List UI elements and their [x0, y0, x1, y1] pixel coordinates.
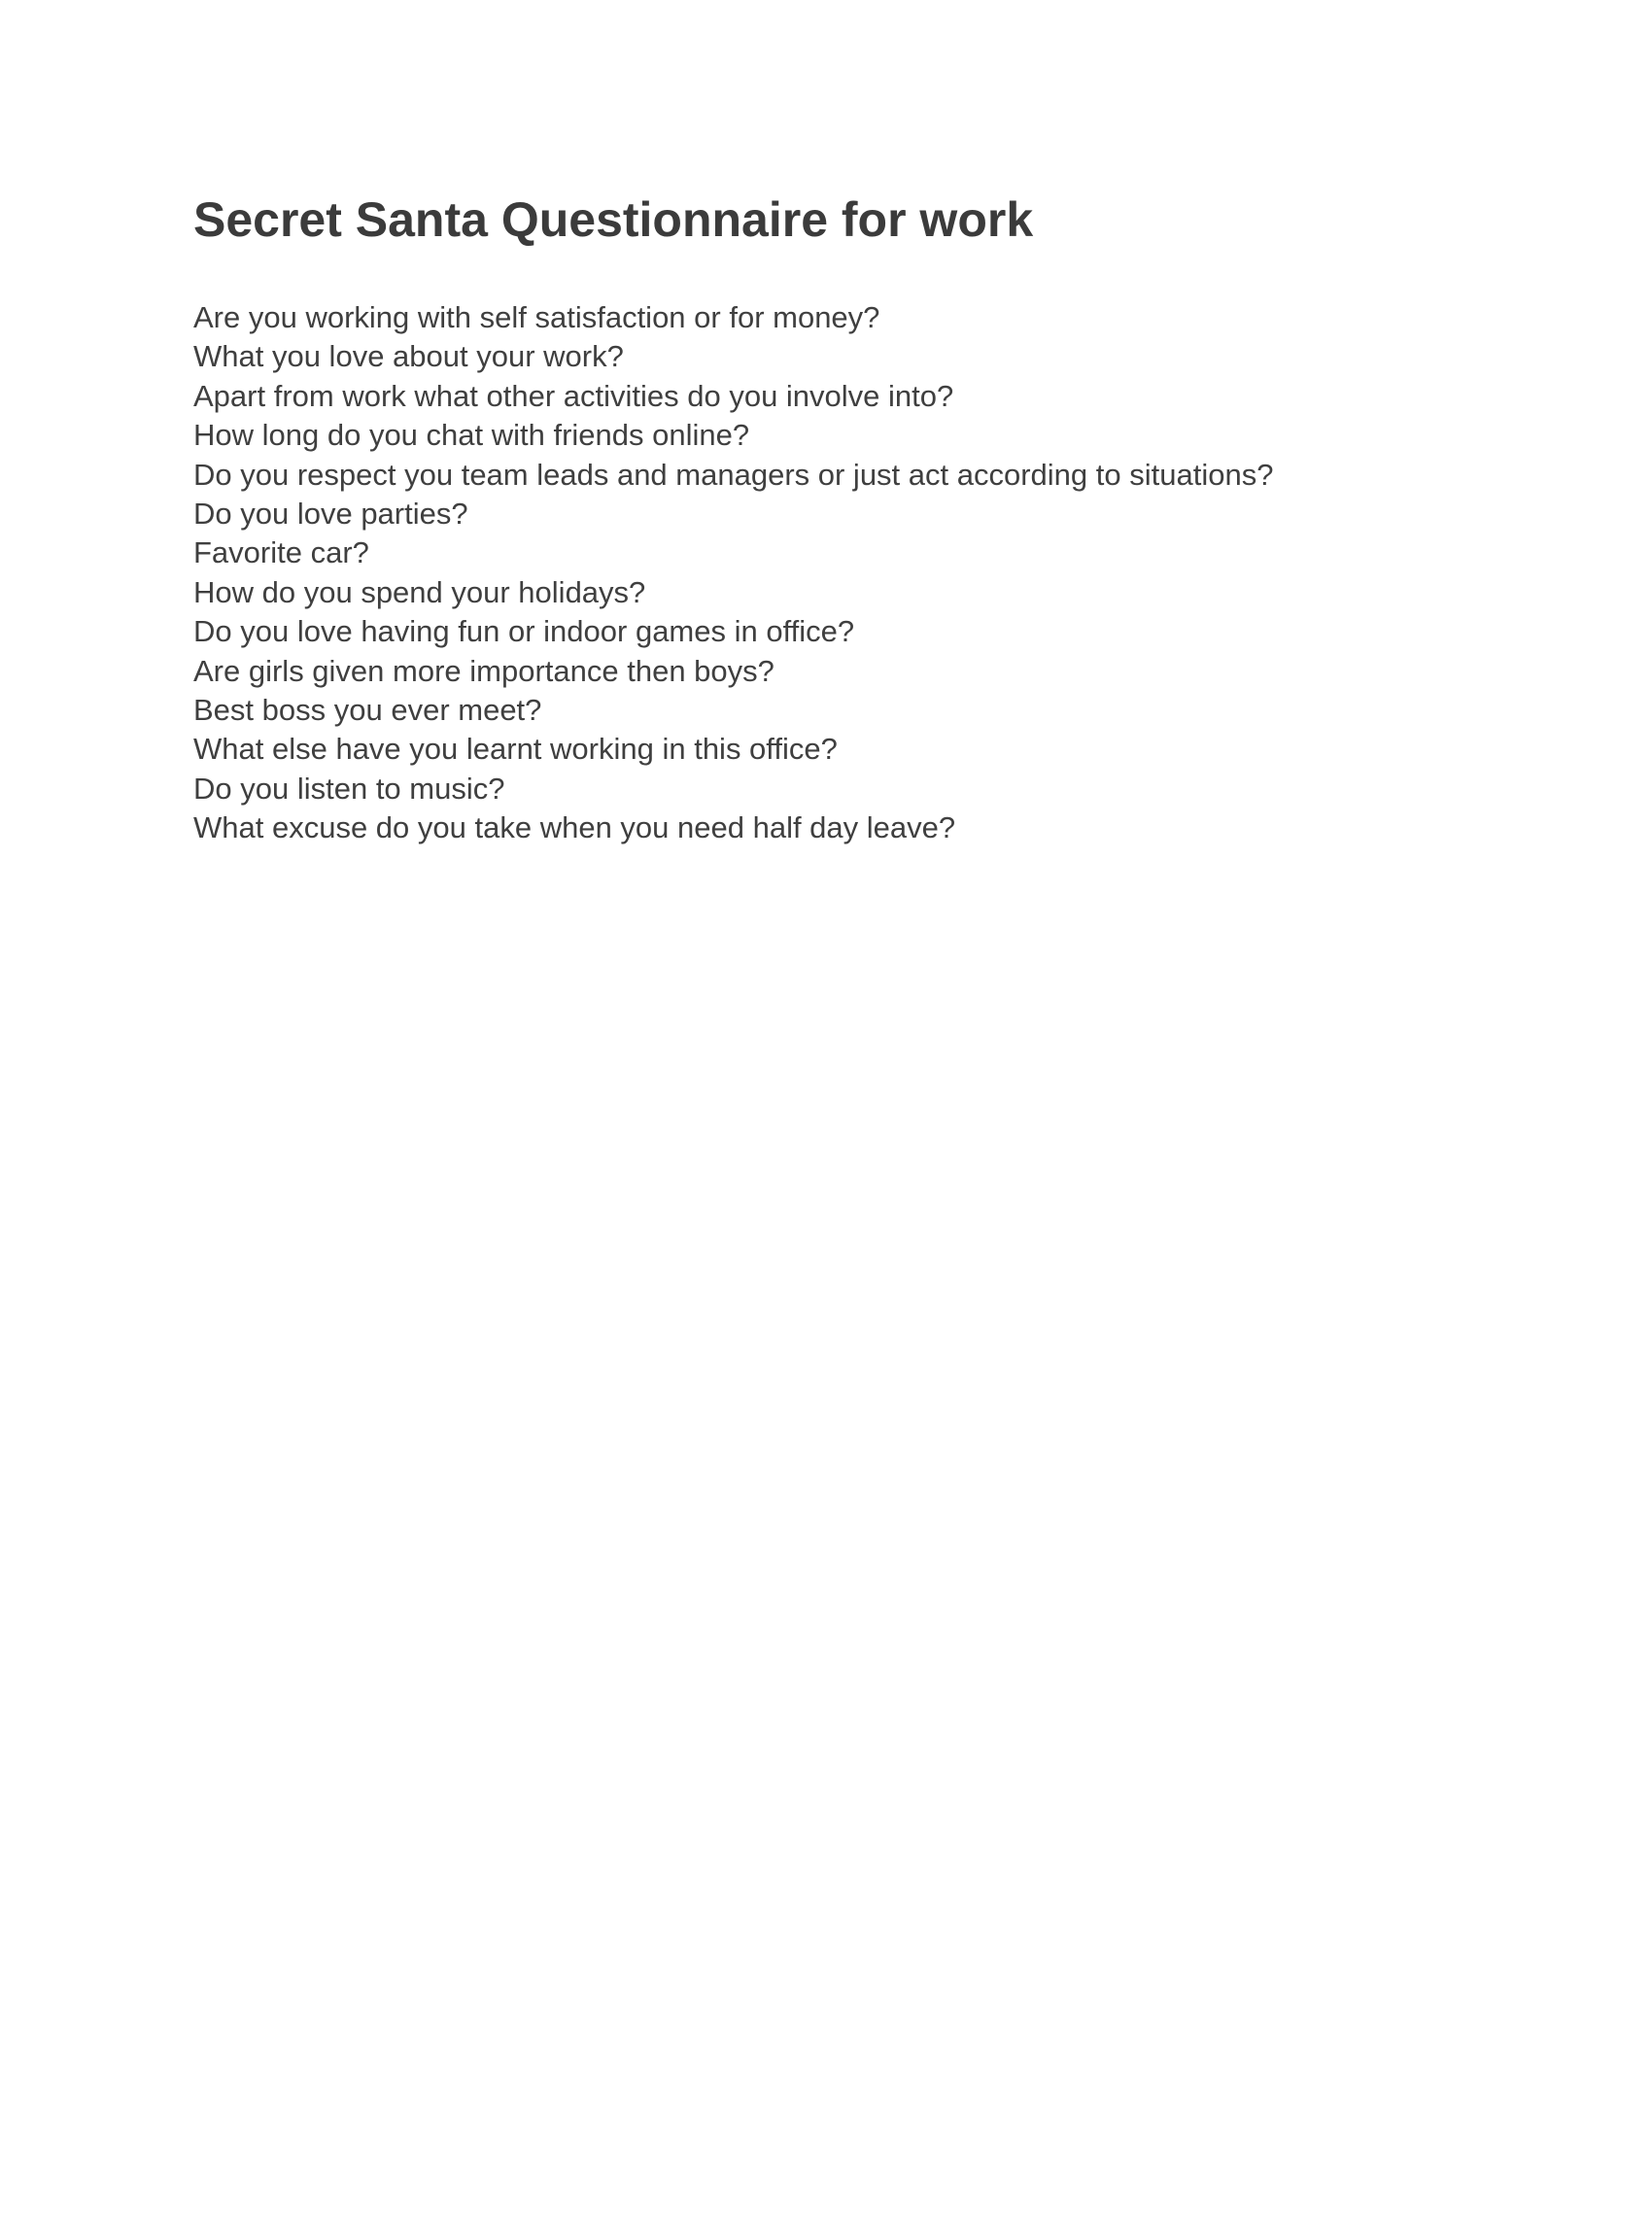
question-list [193, 298, 1273, 847]
question-item: Are you working with self satisfaction or for money? [193, 300, 880, 334]
question-item: Favorite car? [193, 535, 369, 570]
question-item: Do you respect you team leads and managers or just act according to situations? [193, 457, 1274, 492]
document-title: Secret Santa Questionnaire for work [193, 192, 1034, 247]
question-item: Do you listen to music? [193, 771, 505, 806]
question-item: What you love about your work? [193, 339, 624, 374]
question-item: Apart from work what other activities do you involve into? [193, 378, 954, 413]
question-item: Do you love parties? [193, 496, 468, 531]
question-item: Best boss you ever meet? [193, 692, 542, 727]
question-item: Do you love having fun or indoor games in office? [193, 614, 855, 649]
question-item: What else have you learnt working in this office? [193, 732, 838, 767]
question-item: How do you spend your holidays? [193, 574, 646, 609]
question-item: Are girls given more importance then boys? [193, 653, 774, 688]
question-item: What excuse do you take when you need half day leave? [193, 810, 956, 845]
question-item: How long do you chat with friends online? [193, 418, 750, 453]
